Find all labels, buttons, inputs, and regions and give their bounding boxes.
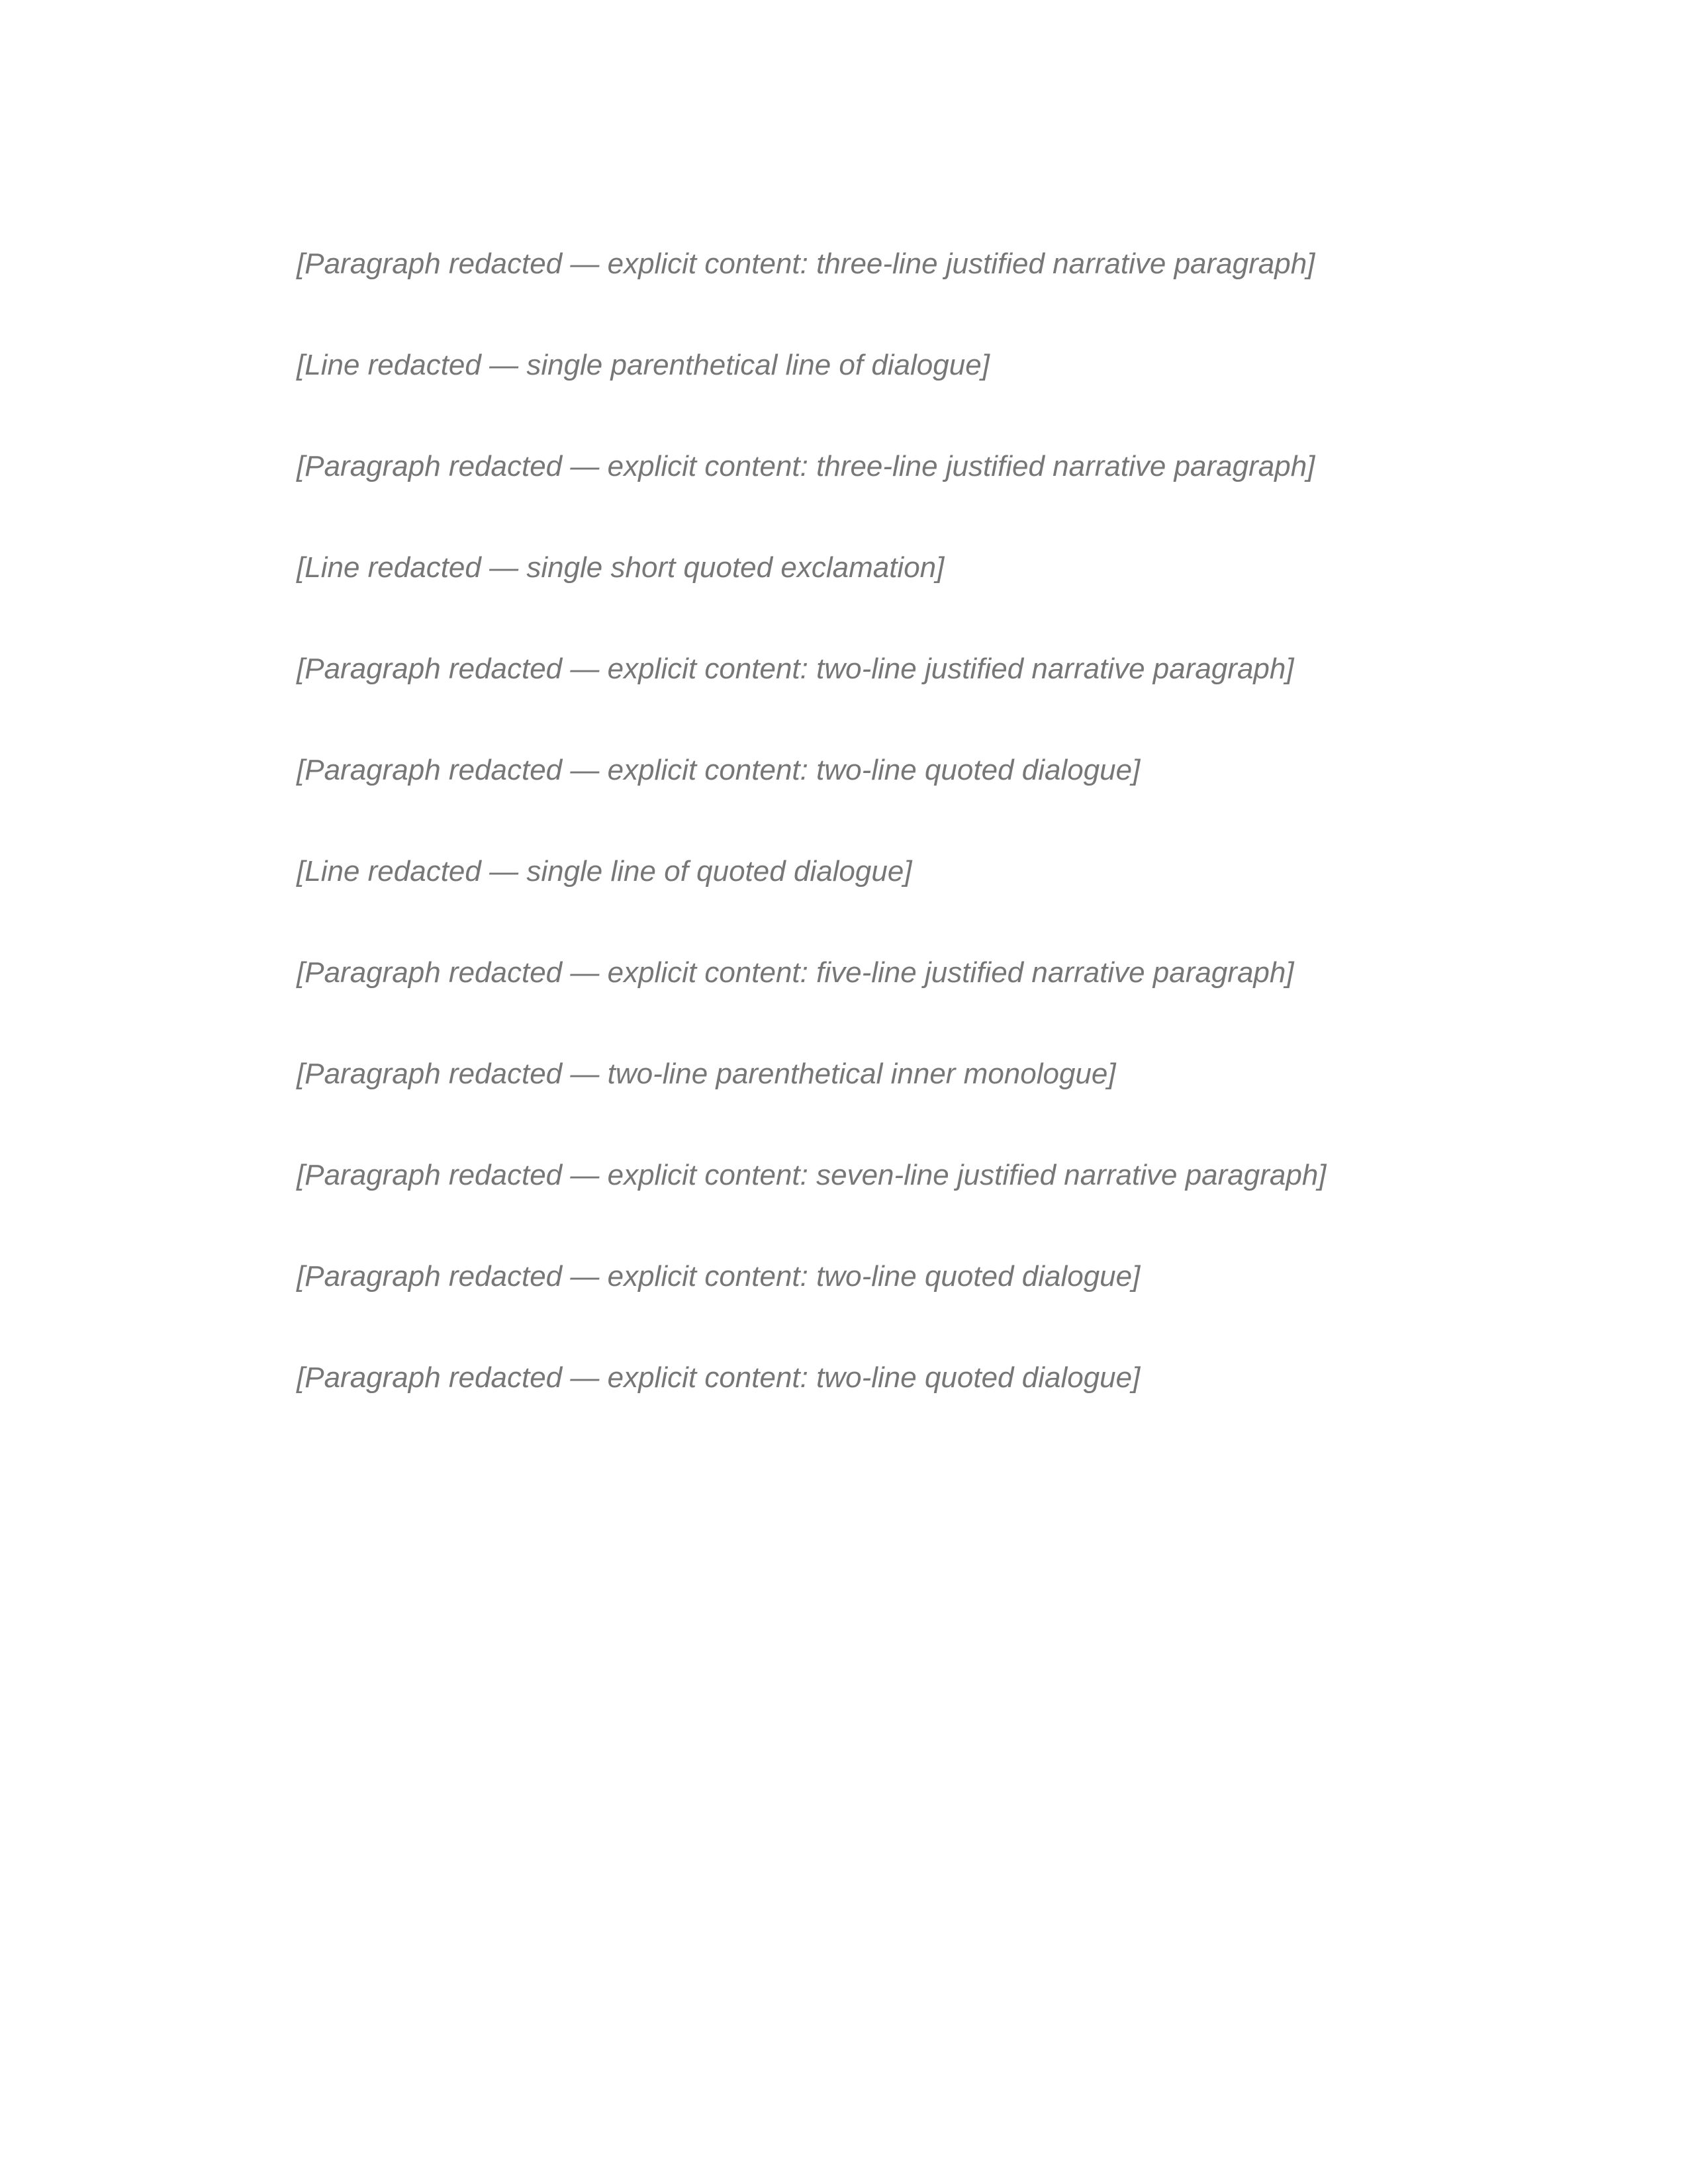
document-body xyxy=(199,238,1489,1403)
paragraph-narrative: [Paragraph redacted — explicit content: five-line justified narrative paragraph] xyxy=(297,956,1294,989)
paragraph-quote: [Line redacted — single short quoted exclamation] xyxy=(297,551,945,584)
paragraph-narrative: [Paragraph redacted — explicit content: three-line justified narrative paragraph] xyxy=(297,248,1315,280)
paragraph-narrative: [Paragraph redacted — explicit content: seven-line justified narrative paragraph] xyxy=(297,1159,1327,1191)
paragraph-quote: [Line redacted — single line of quoted dialogue] xyxy=(297,855,912,887)
paragraph-narrative: [Paragraph redacted — explicit content: two-line justified narrative paragraph] xyxy=(297,653,1294,685)
paragraph-parenthetical: [Line redacted — single parenthetical line of dialogue] xyxy=(297,349,990,381)
paragraph-parenthetical: [Paragraph redacted — two-line parenthetical inner monologue] xyxy=(297,1058,1116,1090)
paragraph-quote: [Paragraph redacted — explicit content: two-line quoted dialogue] xyxy=(297,754,1141,786)
paragraph-quote: [Paragraph redacted — explicit content: two-line quoted dialogue] xyxy=(297,1260,1141,1293)
paragraph-narrative: [Paragraph redacted — explicit content: three-line justified narrative paragraph] xyxy=(297,450,1315,482)
paragraph-quote: [Paragraph redacted — explicit content: two-line quoted dialogue] xyxy=(297,1361,1141,1394)
